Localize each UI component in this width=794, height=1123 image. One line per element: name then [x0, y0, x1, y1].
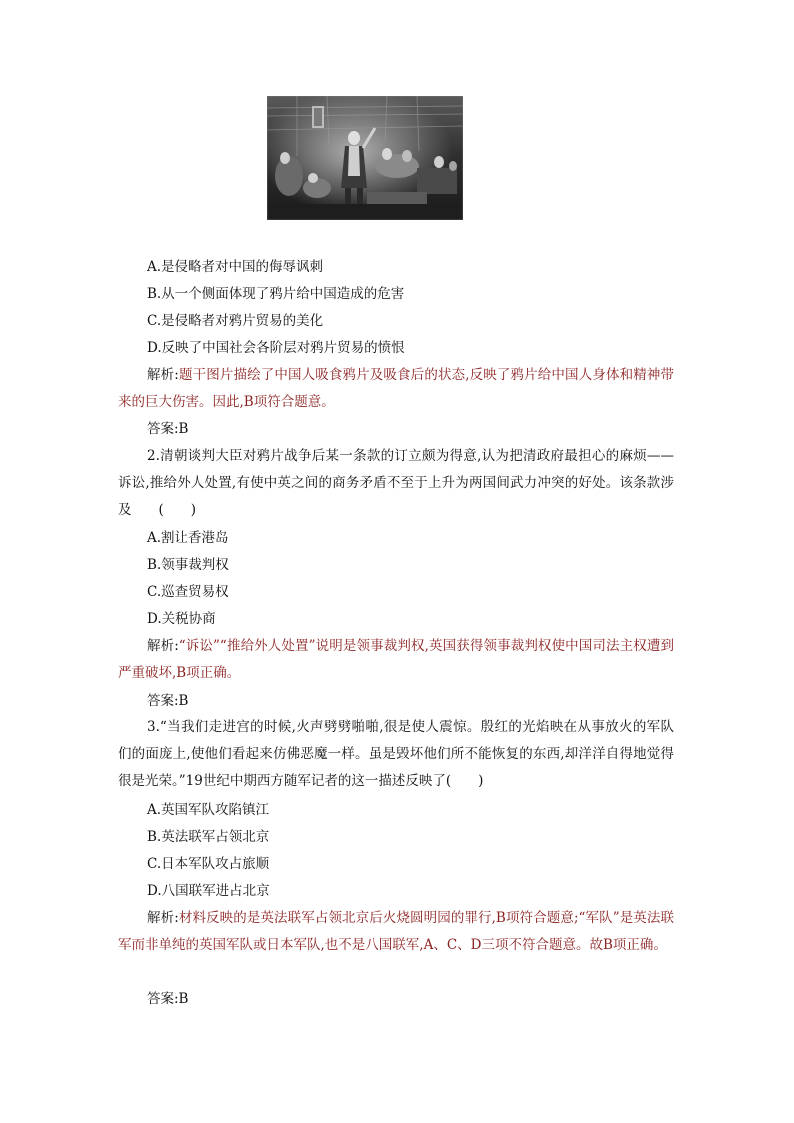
- q1-analysis-label: 解析:: [147, 367, 179, 383]
- q3-answer: 答案:B: [147, 991, 189, 1007]
- q3-stem: 3.“当我们走进宫的时候,火声劈劈啪啪,很是使人震惊。殷红的光焰映在从事放火的军队们的面庞上,使他们看起来仿佛恶魔一样。虽是毁坏他们所不能恢复的东西,却洋洋自得地觉得很是光荣。”19世纪中期西方随军记者的这一描述反映了( ): [118, 719, 674, 789]
- q2-analysis: [118, 633, 674, 687]
- q2-option-c: C.巡查贸易权: [147, 584, 229, 600]
- q2-analysis-text: “诉讼”“推给外人处置”说明是领事裁判权,英国获得领事裁判权使中国司法主权遭到严重破坏,B项正确。: [118, 638, 674, 681]
- q2-option-b: B.领事裁判权: [147, 557, 229, 573]
- q1-answer: 答案:B: [147, 421, 189, 437]
- q3-option-a: A.英国军队攻陷镇江: [147, 802, 270, 818]
- q1-option-a: A.是侵略者对中国的侮辱讽刺: [147, 259, 324, 275]
- q1-analysis-text: 题干图片描绘了中国人吸食鸦片及吸食后的状态,反映了鸦片给中国人身体和精神带来的巨大伤害。因此,B项符合题意。: [118, 367, 674, 410]
- q2-analysis-label: 解析:: [147, 638, 179, 654]
- q3-option-d: D.八国联军进占北京: [147, 883, 270, 899]
- q3-option-c: C.日本军队攻占旅顺: [147, 856, 270, 872]
- q3-analysis-label: 解析:: [147, 910, 179, 926]
- q1-option-b: B.从一个侧面体现了鸦片给中国造成的危害: [147, 286, 405, 302]
- q1-analysis: [118, 362, 674, 416]
- q2-option-a: A.割让香港岛: [147, 530, 229, 546]
- q2-answer: 答案:B: [147, 693, 189, 709]
- q3-analysis-text: 材料反映的是英法联军占领北京后火烧圆明园的罪行,B项符合题意;“军队”是英法联军而非单纯的英国军队或日本军队,也不是八国联军,A、C、D三项不符合题意。故B项正确。: [118, 910, 674, 953]
- q1-option-d: D.反映了中国社会各阶层对鸦片贸易的愤恨: [147, 340, 405, 356]
- opium-den-illustration: [267, 96, 463, 220]
- q3-option-b: B.英法联军占领北京: [147, 829, 270, 845]
- q3-analysis: [118, 905, 674, 959]
- q2-stem: 2.清朝谈判大臣对鸦片战争后某一条款的订立颇为得意,认为把清政府最担心的麻烦——诉讼,推给外人处置,有使中英之间的商务矛盾不至于上升为两国间武力冲突的好处。该条款涉及 ( ): [118, 448, 674, 518]
- q2-option-d: D.关税协商: [147, 611, 216, 627]
- q1-option-c: C.是侵略者对鸦片贸易的美化: [147, 313, 324, 329]
